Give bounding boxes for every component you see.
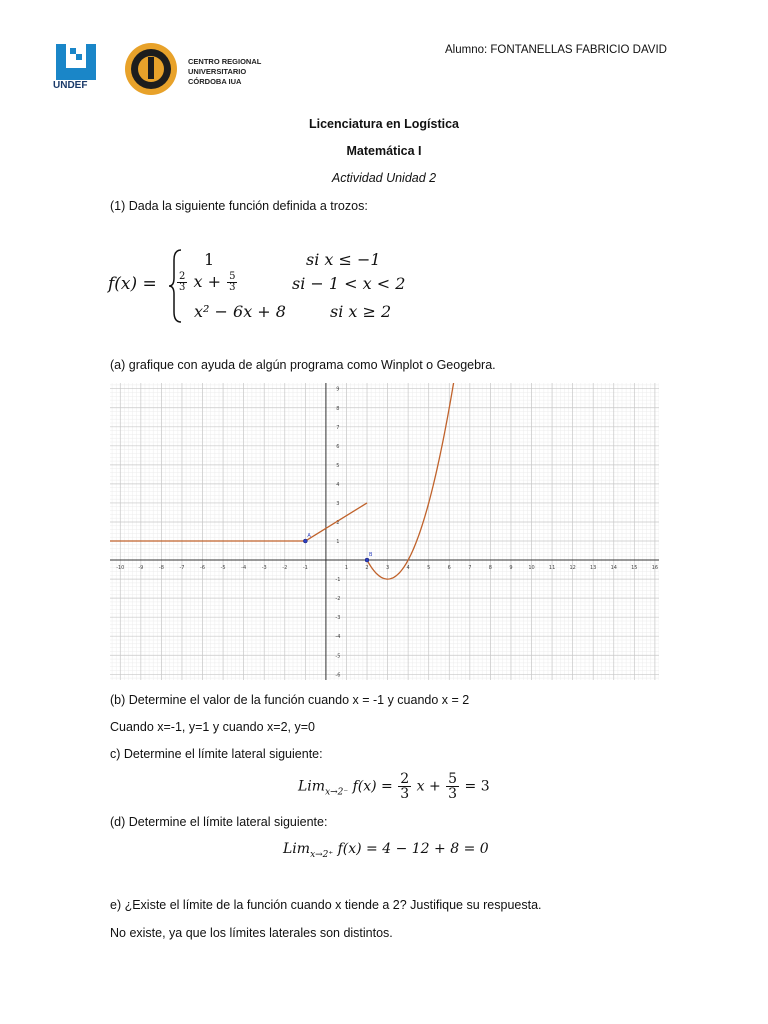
lim-fx: f(x) = [352,778,393,795]
x-tick-label: 4 [406,565,410,572]
piece-1-expr: 1 [204,250,215,269]
frac-num: 5 [229,271,236,282]
frac-den: 3 [179,282,186,293]
x-tick-label: 16 [651,565,659,572]
qc-result: = 3 [464,778,490,795]
student-name: Alumno: FONTANELLAS FABRICIO DAVID [445,44,667,56]
y-tick-label: 6 [336,443,340,450]
qc-frac2 [446,772,459,801]
piece-2-frac2 [227,272,237,293]
x-tick-label: 12 [569,565,576,572]
x-tick-label: 15 [631,565,638,572]
q1-statement: (1) Dada la siguiente función definida a trozos: [110,199,368,213]
qd-expr: f(x) = 4 − 12 + 8 = 0 [337,841,489,857]
y-tick-label: -1 [335,577,341,584]
point-label: A [307,533,311,540]
qd-statement: (d) Determine el límite lateral siguiente: [110,815,328,829]
qb-answer: Cuando x=-1, y=1 y cuando x=2, y=0 [110,720,315,734]
qc-mid: x + [416,778,441,795]
lim-label: Lim [298,778,326,795]
frac-den: 3 [229,282,236,293]
point-label: B [369,552,373,559]
function-graph [110,383,659,680]
y-tick-label: -4 [335,634,341,641]
activity-title: Actividad Unidad 2 [331,171,437,185]
x-tick-label: 9 [509,565,513,572]
lim-subscript: x→2⁻ [325,787,349,798]
y-tick-label: 7 [336,424,340,431]
qc-frac1 [398,772,411,801]
qa-statement: (a) grafique con ayuda de algún programa como Winplot o Geogebra. [110,358,496,372]
x-tick-label: -10 [116,565,125,572]
piece-2-mid: x + [193,272,221,291]
x-tick-label: 2 [365,565,369,572]
qe-statement: e) ¿Existe el límite de la función cuando x tiende a 2? Justifique su respuesta. [110,898,542,912]
x-tick-label: 6 [447,565,451,572]
y-tick-label: 4 [336,481,340,488]
function-lhs: f(x) = [108,274,157,294]
x-tick-label: -5 [220,565,226,572]
x-tick-label: -1 [302,565,308,572]
y-tick-label: -2 [335,596,341,603]
undef-logo-text: UNDEF [53,80,88,91]
qd-limit-expression [283,841,489,860]
crui-name [188,57,261,87]
frac-den: 3 [400,786,410,802]
x-tick-label: 13 [590,565,597,572]
x-tick-label: 11 [548,565,556,572]
crui-line-1: CENTRO REGIONAL [188,57,262,66]
y-tick-label: -6 [335,672,341,679]
y-tick-label: 9 [336,386,340,393]
piecewise-function [108,244,438,326]
crui-line-3: CÓRDOBA IUA [188,77,242,86]
piece-1-cond: si x ≤ −1 [306,250,381,269]
graph-svg [110,383,659,680]
crui-seal [124,42,178,96]
y-tick-label: 1 [336,539,340,546]
y-tick-label: 8 [336,405,340,412]
lim-subscript: x→2⁺ [310,849,334,860]
lim-label: Lim [283,841,311,857]
frac-num: 5 [448,771,458,787]
x-tick-label: -6 [200,565,206,572]
x-tick-label: -7 [179,565,185,572]
graph-point [303,539,307,543]
graph-point [365,558,369,562]
x-tick-label: 5 [427,565,431,572]
x-tick-label: 8 [488,565,492,572]
piece-3-expr: x² − 6x + 8 [194,302,286,321]
subject-title: Matemática I [346,144,422,158]
x-tick-label: -8 [158,565,164,572]
x-tick-label: 14 [610,565,617,572]
career-title: Licenciatura en Logística [308,117,460,131]
x-tick-label: 3 [385,565,390,572]
piece-2-expr [176,272,238,293]
x-tick-label: -3 [261,565,267,572]
qe-answer: No existe, ya que los límites laterales son distintos. [110,926,393,940]
qc-statement: c) Determine el límite lateral siguiente: [110,747,323,761]
x-tick-label: -9 [138,565,144,572]
y-tick-label: 2 [336,519,340,526]
x-tick-label: 7 [468,565,472,572]
frac-num: 2 [400,771,410,787]
x-tick-label: -4 [241,565,247,572]
x-tick-label: -2 [282,565,288,572]
crui-line-2: UNIVERSITARIO [188,67,247,76]
qb-statement: (b) Determine el valor de la función cuando x = -1 y cuando x = 2 [110,693,470,707]
y-tick-label: 5 [336,462,340,469]
x-tick-label: 1 [344,565,349,572]
x-tick-label: 10 [528,565,535,572]
frac-num: 2 [179,271,186,282]
frac-den: 3 [448,786,458,802]
y-tick-label: -3 [335,615,341,622]
y-tick-label: -5 [335,653,341,660]
piece-2-cond: si − 1 < x < 2 [292,274,406,293]
piece-3-cond: si x ≥ 2 [330,302,392,321]
y-tick-label: 3 [336,500,340,507]
piece-2-frac1 [177,272,187,293]
qc-limit-expression [298,772,490,801]
